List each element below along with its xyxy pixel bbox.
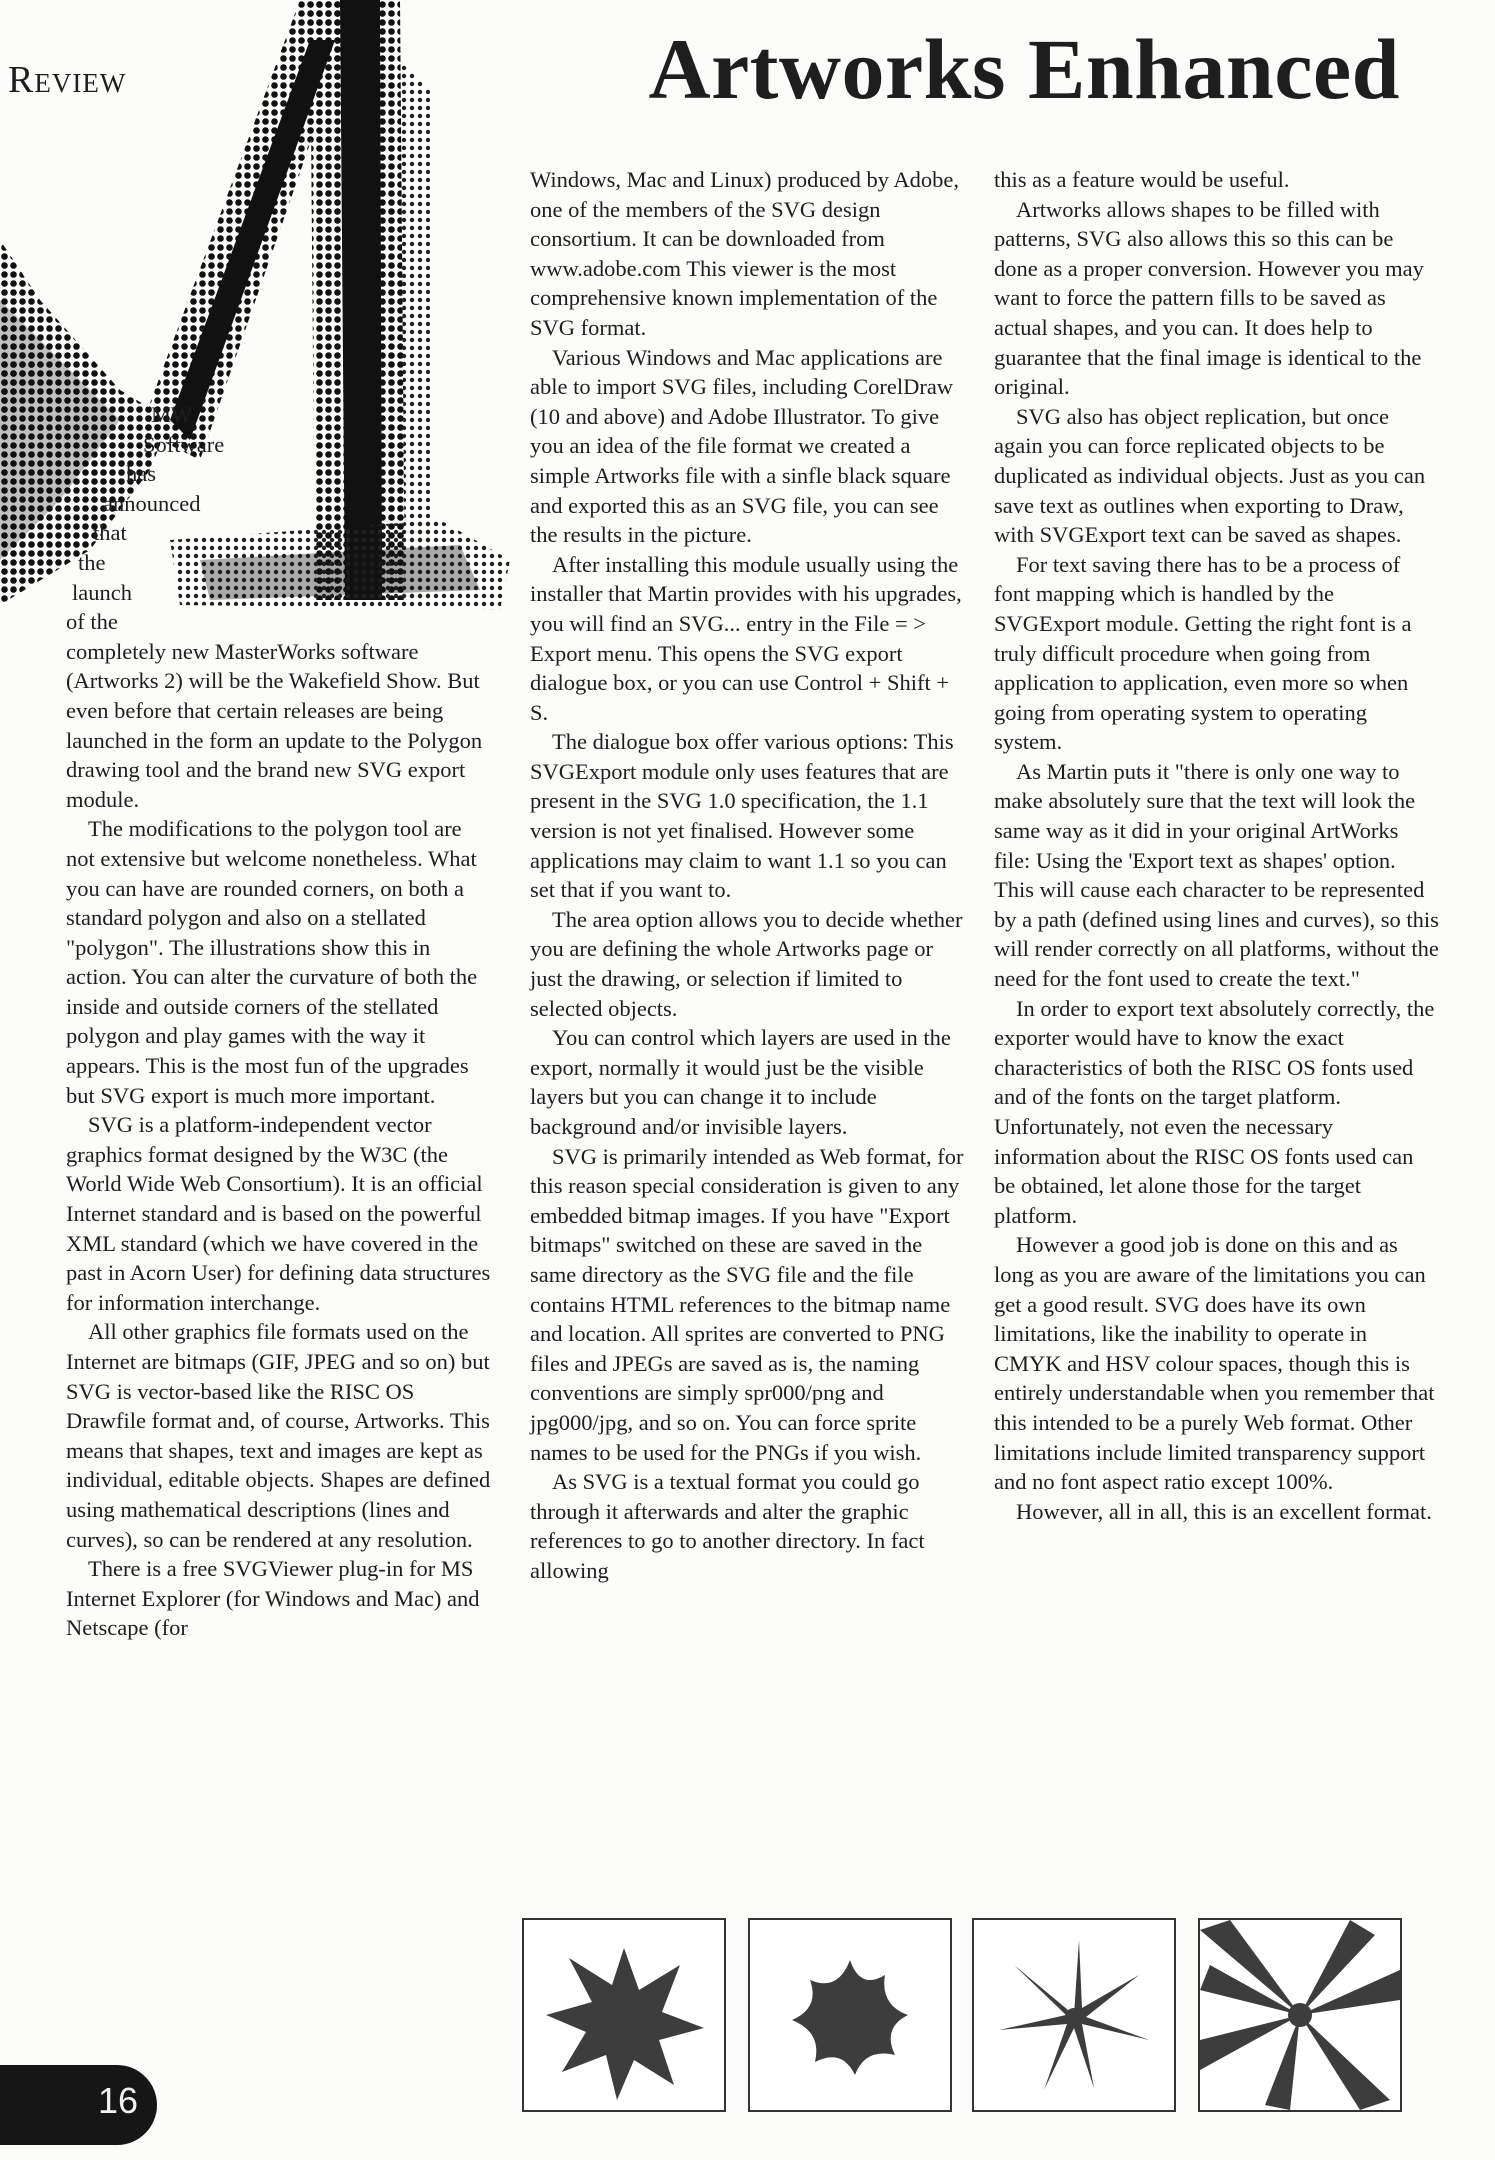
paragraph: SVG also has object replication, but once again you can force replicated objects to be duplicated as individual objects. Just as you can save text as outlines when exporting to Draw, with SVGExport text can be saved as shapes.: [994, 403, 1426, 548]
spiky-star-polygon-icon: [974, 1920, 1174, 2110]
lead-line: of the: [66, 609, 118, 635]
section-label: Review: [8, 59, 127, 101]
paragraph: this as a feature would be useful.: [994, 167, 1290, 192]
paragraph: The modifications to the polygon tool are not extensive but welcome nonetheless. What you can have are rounded corners, on both a standard polygon and also on a stellated "polygon". The illustrations show this in action. You can alter the curvature of both the inside and outside corners of the stellated polygon and play games with the way it appears. This is the most fun of the upgrades but SVG export is much more important.: [66, 816, 478, 1108]
paragraph: Artworks allows shapes to be filled with patterns, SVG also allows this so this can be done as a proper conversion. However you may want to force the pattern fills to be saved as actual shapes, and you can. It does help to guarantee that the final image is identical to the original.: [994, 196, 1424, 400]
lead-line: has: [126, 461, 156, 487]
paragraph-text: completely new MasterWorks software (Artworks 2) will be the Wakefield Show. But even before that certain releases are being launched in the form an update to the Polygon drawing tool and the brand new SVG export module.: [66, 638, 483, 812]
pinwheel-star-polygon-icon: [1200, 1920, 1400, 2110]
paragraph: You can control which layers are used in the export, normally it would just be the visible layers but you can change it to include background and/or invisible layers.: [530, 1025, 951, 1139]
lead-line: launch: [72, 579, 132, 605]
illustration-star: [522, 1918, 726, 2112]
lead-line: the: [78, 549, 106, 575]
lead-line: that: [93, 520, 127, 546]
article-column-2: [530, 165, 970, 1586]
article-column-3: [994, 165, 1439, 1526]
paragraph: As Martin puts it "there is only one way to make absolutely sure that the text will look the same way as it did in your original ArtWorks file: Using the 'Export text as shapes' option. This will cause each character to be represented by a path (defined using lines and curves), so this will render correctly on all platforms, without the need for the font used to create the text.": [994, 758, 1439, 992]
paragraph: The dialogue box offer various options: This SVGExport module only uses features that are present in the SVG 1.0 specification, the 1.1 version is not yet finalised. However some applications may claim to want 1.1 so you can set that if you want to.: [530, 729, 954, 903]
paragraph: However a good job is done on this and as long as you are aware of the limitations you can get a good result. SVG does have its own limitations, like the inability to operate in CMYK and HSV colour spaces, though this is entirely understandable when you remember that this intended to be a purely Web format. Other limitations include limited transparency support and no font aspect ratio except 100%.: [994, 1232, 1435, 1495]
paragraph: In order to export text absolutely correctly, the exporter would have to know the exact characteristics of both the RISC OS fonts used and of the fonts on the target platform. Unfortunately, not even the necessary information about the RISC OS fonts used can be obtained, let alone those for the target platform.: [994, 995, 1435, 1228]
paragraph: For text saving there has to be a process of font mapping which is handled by the SVGExport module. Getting the right font is a truly difficult procedure when going from application to application, even more so when going from operating system to operating system.: [994, 551, 1412, 755]
paragraph: However, all in all, this is an excellent format.: [1016, 1498, 1432, 1524]
illustration-spiky-star: [972, 1918, 1176, 2112]
illustration-rounded-star: [748, 1918, 952, 2112]
paragraph: All other graphics file formats used on the Internet are bitmaps (GIF, JPEG and so on) but SVG is vector-based like the RISC OS Drawfile format and, of course, Artworks. This means that shapes, text and images are kept as individual, editable objects. Shapes are defined using mathematical descriptions (lines and curves), so can be rendered at any resolution.: [66, 1319, 491, 1552]
paragraph: Windows, Mac and Linux) produced by Adobe, one of the members of the SVG design consortium. It can be downloaded from www.adobe.com This viewer is the most comprehensive known implementation of the SVG format.: [530, 167, 960, 340]
paragraph: The area option allows you to decide whether you are defining the whole Artworks page or just the drawing, or selection if limited to selected objects.: [530, 906, 963, 1021]
lead-paragraph: [66, 400, 491, 814]
paragraph: SVG is a platform-independent vector graphics format designed by the W3C (the World Wide Web Consortium). It is an official Internet standard and is based on the powerful XML standard (which we have covered in the past in Acorn User) for defining data structures for information interchange.: [66, 1112, 491, 1315]
paragraph: As SVG is a textual format you could go through it afterwards and alter the graphic references to go to another directory. In fact allowing: [530, 1469, 925, 1583]
article-title: Artworks Enhanced: [648, 21, 1400, 117]
lead-line: MW: [151, 402, 193, 427]
rounded-star-polygon-icon: [750, 1920, 950, 2110]
star-polygon-icon: [524, 1920, 724, 2110]
paragraph: SVG is primarily intended as Web format, for this reason special consideration is given to any embedded bitmap images. If you have "Export bitmaps" switched on these are saved in the same directory as the SVG file and the file contains HTML references to the bitmap name and location. All sprites are converted to PNG files and JPEGs are saved as is, the naming conventions are simply spr000/png and jpg000/jpg, and so on. You can force sprite names to be used for the PNGs if you wish.: [530, 1143, 964, 1465]
paragraph: Various Windows and Mac applications are able to import SVG files, including CorelDraw (10 and above) and Adobe Illustrator. To give you an idea of the file format we created a simple Artworks file with a sinfle black square and exported this as an SVG file, you can see the results in the picture.: [530, 344, 954, 548]
article-column-1: [66, 400, 491, 1643]
lead-line: Software: [143, 431, 225, 457]
illustration-pinwheel-star: [1198, 1918, 1402, 2112]
lead-line: announced: [103, 490, 201, 516]
paragraph: There is a free SVGViewer plug-in for MS Internet Explorer (for Windows and Mac) and Netscape (for: [66, 1556, 480, 1641]
paragraph: After installing this module usually using the installer that Martin provides with his upgrades, you will find an SVG... entry in the File = > Export menu. This opens the SVG export dialogue box, or you can use Control + Shift + S.: [530, 551, 962, 725]
page-number: 16: [98, 2080, 139, 2121]
